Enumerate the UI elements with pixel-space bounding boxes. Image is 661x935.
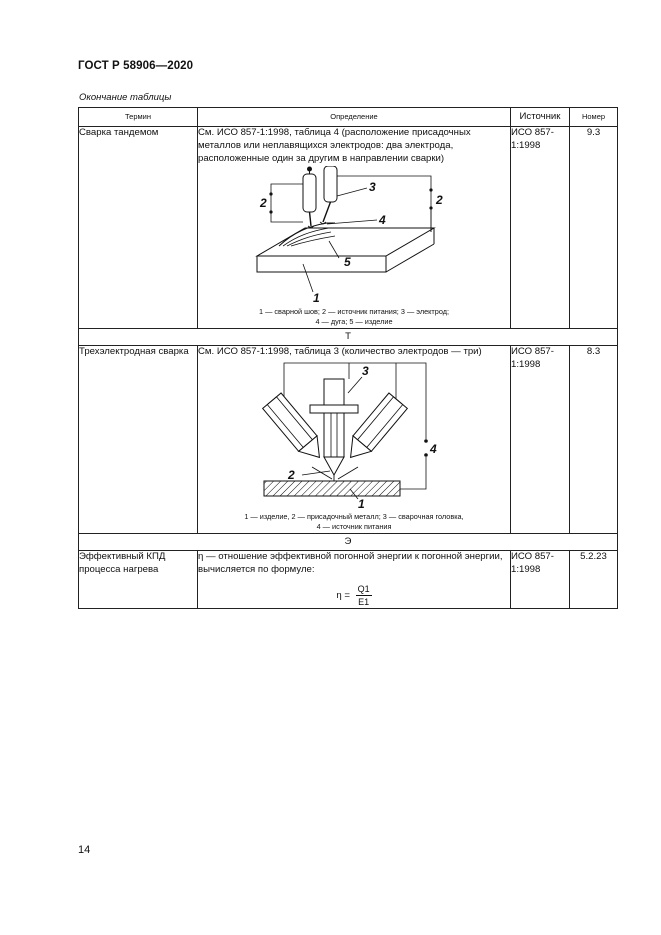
section-letter-row	[79, 534, 618, 551]
table-caption: Окончание таблицы	[79, 92, 172, 103]
section-letter: Т	[79, 328, 618, 345]
terms-table	[78, 107, 618, 609]
column-header-source: Источник	[511, 108, 570, 127]
source-cell: ИСО 857-1:1998	[511, 551, 570, 609]
table-row	[79, 345, 618, 533]
formula-fraction	[356, 583, 372, 608]
figure-label: 4	[430, 441, 437, 456]
number-cell: 9.3	[570, 127, 618, 329]
figure-caption-line: 1 — изделие, 2 — присадочный металл; 3 — сварочная головка,	[244, 511, 464, 521]
figure-caption-line: 4 — дуга; 5 — изделие	[315, 317, 393, 327]
figure-caption-line: 1 — сварной шов; 2 — источник питания; 3 — электрод;	[258, 306, 450, 316]
table-row	[79, 127, 618, 329]
figure-label: 2	[260, 195, 267, 210]
number-cell: 5.2.23	[570, 551, 618, 609]
source-cell: ИСО 857-1:1998	[511, 127, 570, 329]
column-header-number: Номер	[570, 108, 618, 127]
figure-label: 2	[288, 467, 295, 482]
efficiency-formula	[198, 583, 510, 608]
term-cell: Эффективный КПД процесса нагрева	[79, 551, 198, 609]
figure-caption	[198, 512, 510, 533]
section-letter: Э	[79, 534, 618, 551]
definition-text: η — отношение эффективной погонной энергии к погонной энергии, вычисляется по формуле:	[198, 551, 503, 575]
figure-label: 5	[344, 254, 351, 269]
definition-cell	[198, 551, 511, 609]
term-cell: Трехэлектродная сварка	[79, 345, 198, 533]
page-number: 14	[78, 844, 91, 856]
source-cell: ИСО 857-1:1998	[511, 345, 570, 533]
figure-label: 4	[379, 212, 386, 227]
document-id: ГОСТ Р 58906—2020	[78, 60, 194, 72]
figure-caption-line: 4 — источник питания	[316, 522, 392, 532]
definition-text: См. ИСО 857-1:1998, таблица 4 (расположение присадочных металлов или неплавящихся электродов: два электрода, расположенные один за другим в направлении сварки)	[198, 127, 471, 164]
definition-text: См. ИСО 857-1:1998, таблица 3 (количество электродов — три)	[198, 345, 482, 357]
table-row	[79, 551, 618, 609]
column-header-term: Термин	[79, 108, 198, 127]
table-header-row	[79, 108, 618, 127]
definition-cell	[198, 127, 511, 329]
figure-label: 1	[358, 496, 365, 511]
figure-label: 3	[369, 179, 376, 194]
figure-caption	[198, 307, 510, 328]
figure-label: 3	[362, 363, 369, 378]
formula-numerator: Q1	[356, 583, 372, 596]
figure-label: 1	[313, 290, 320, 305]
definition-cell	[198, 345, 511, 533]
number-cell: 8.3	[570, 345, 618, 533]
term-cell: Сварка тандемом	[79, 127, 198, 329]
formula-lhs: η =	[336, 590, 350, 602]
three-electrode-figure	[254, 359, 454, 511]
section-letter-row	[79, 328, 618, 345]
formula-denominator: E1	[358, 597, 370, 608]
tandem-welding-figure	[249, 166, 459, 306]
figure-label: 2	[436, 192, 443, 207]
column-header-definition: Определение	[198, 108, 511, 127]
